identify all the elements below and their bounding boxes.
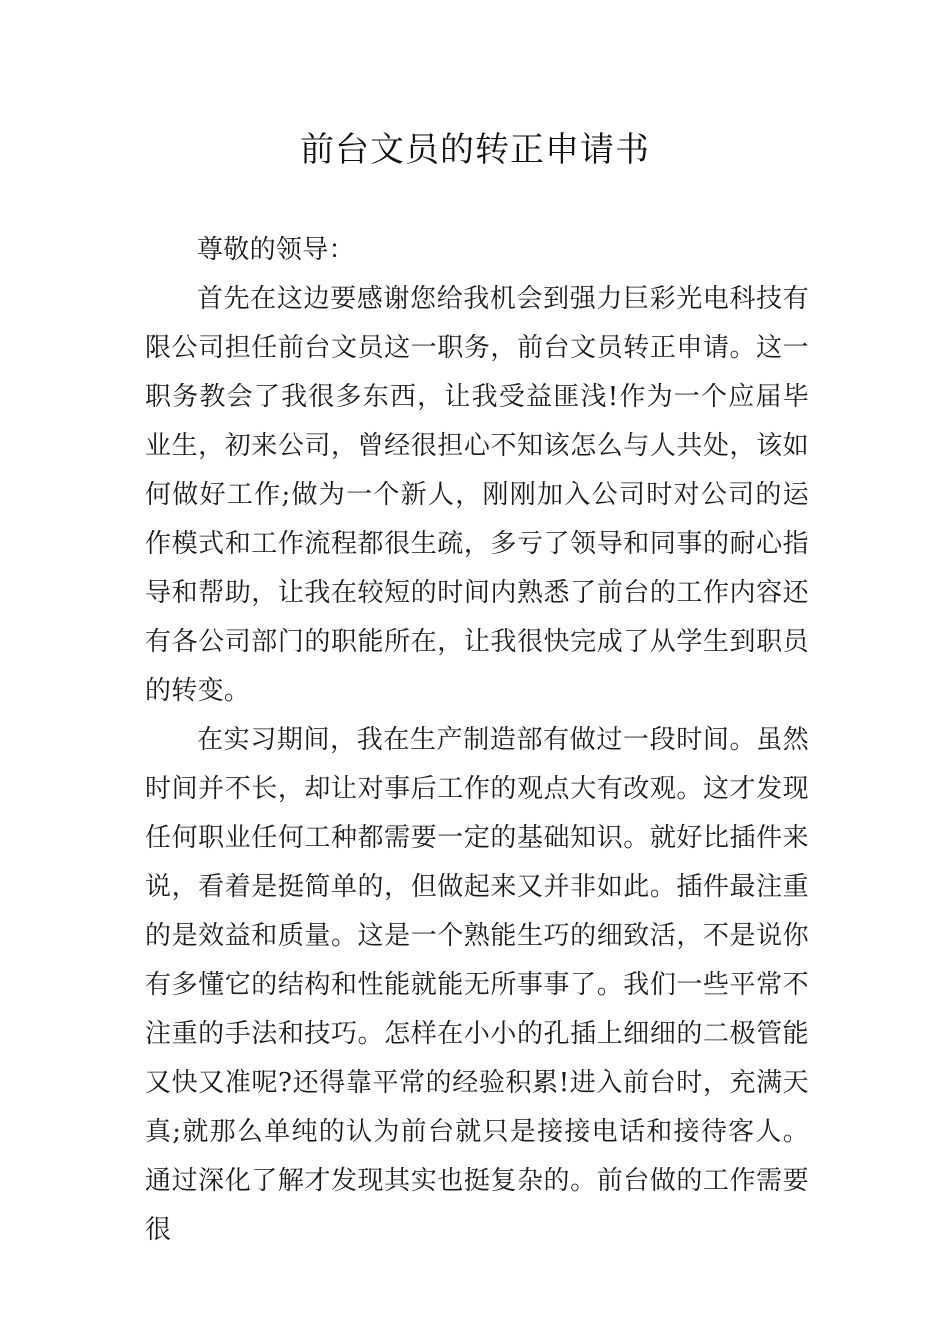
paragraph-intro: 首先在这边要感谢您给我机会到强力巨彩光电科技有限公司担任前台文员这一职务，前台文员转正申请。这一职务教会了我很多东西，让我受益匪浅!作为一个应届毕业生，初来公司，曾经很担心不知该怎么与人共处，该如何做好工作;做为一个新人，刚刚加入公司时对公司的运作模式和工作流程都很生疏，多亏了领导和同事的耐心指导和帮助，让我在较短的时间内熟悉了前台的工作内容还有各公司部门的职能所在，让我很快完成了从学生到职员的转变。 bbox=[145, 284, 809, 706]
document-title: 前台文员的转正申请书 bbox=[300, 130, 650, 170]
document-body bbox=[145, 226, 809, 1255]
paragraph-internship: 在实习期间，我在生产制造部有做过一段时间。虽然时间并不长，却让对事后工作的观点大有改观。这才发现任何职业任何工种都需要一定的基础知识。就好比插件来说，看着是挺简单的，但做起来又并非如此。插件最注重的是效益和质量。这是一个熟能生巧的细致活，不是说你有多懂它的结构和性能就能无所事事了。我们一些平常不注重的手法和技巧。怎样在小小的孔插上细细的二极管能又快又准呢?还得靠平常的经验积累!进入前台时，充满天真;就那么单纯的认为前台就只是接接电话和接待客人。通过深化了解才发现其实也挺复杂的。前台做的工作需要很 bbox=[145, 725, 809, 1245]
greeting-line: 尊敬的领导： bbox=[197, 235, 355, 265]
